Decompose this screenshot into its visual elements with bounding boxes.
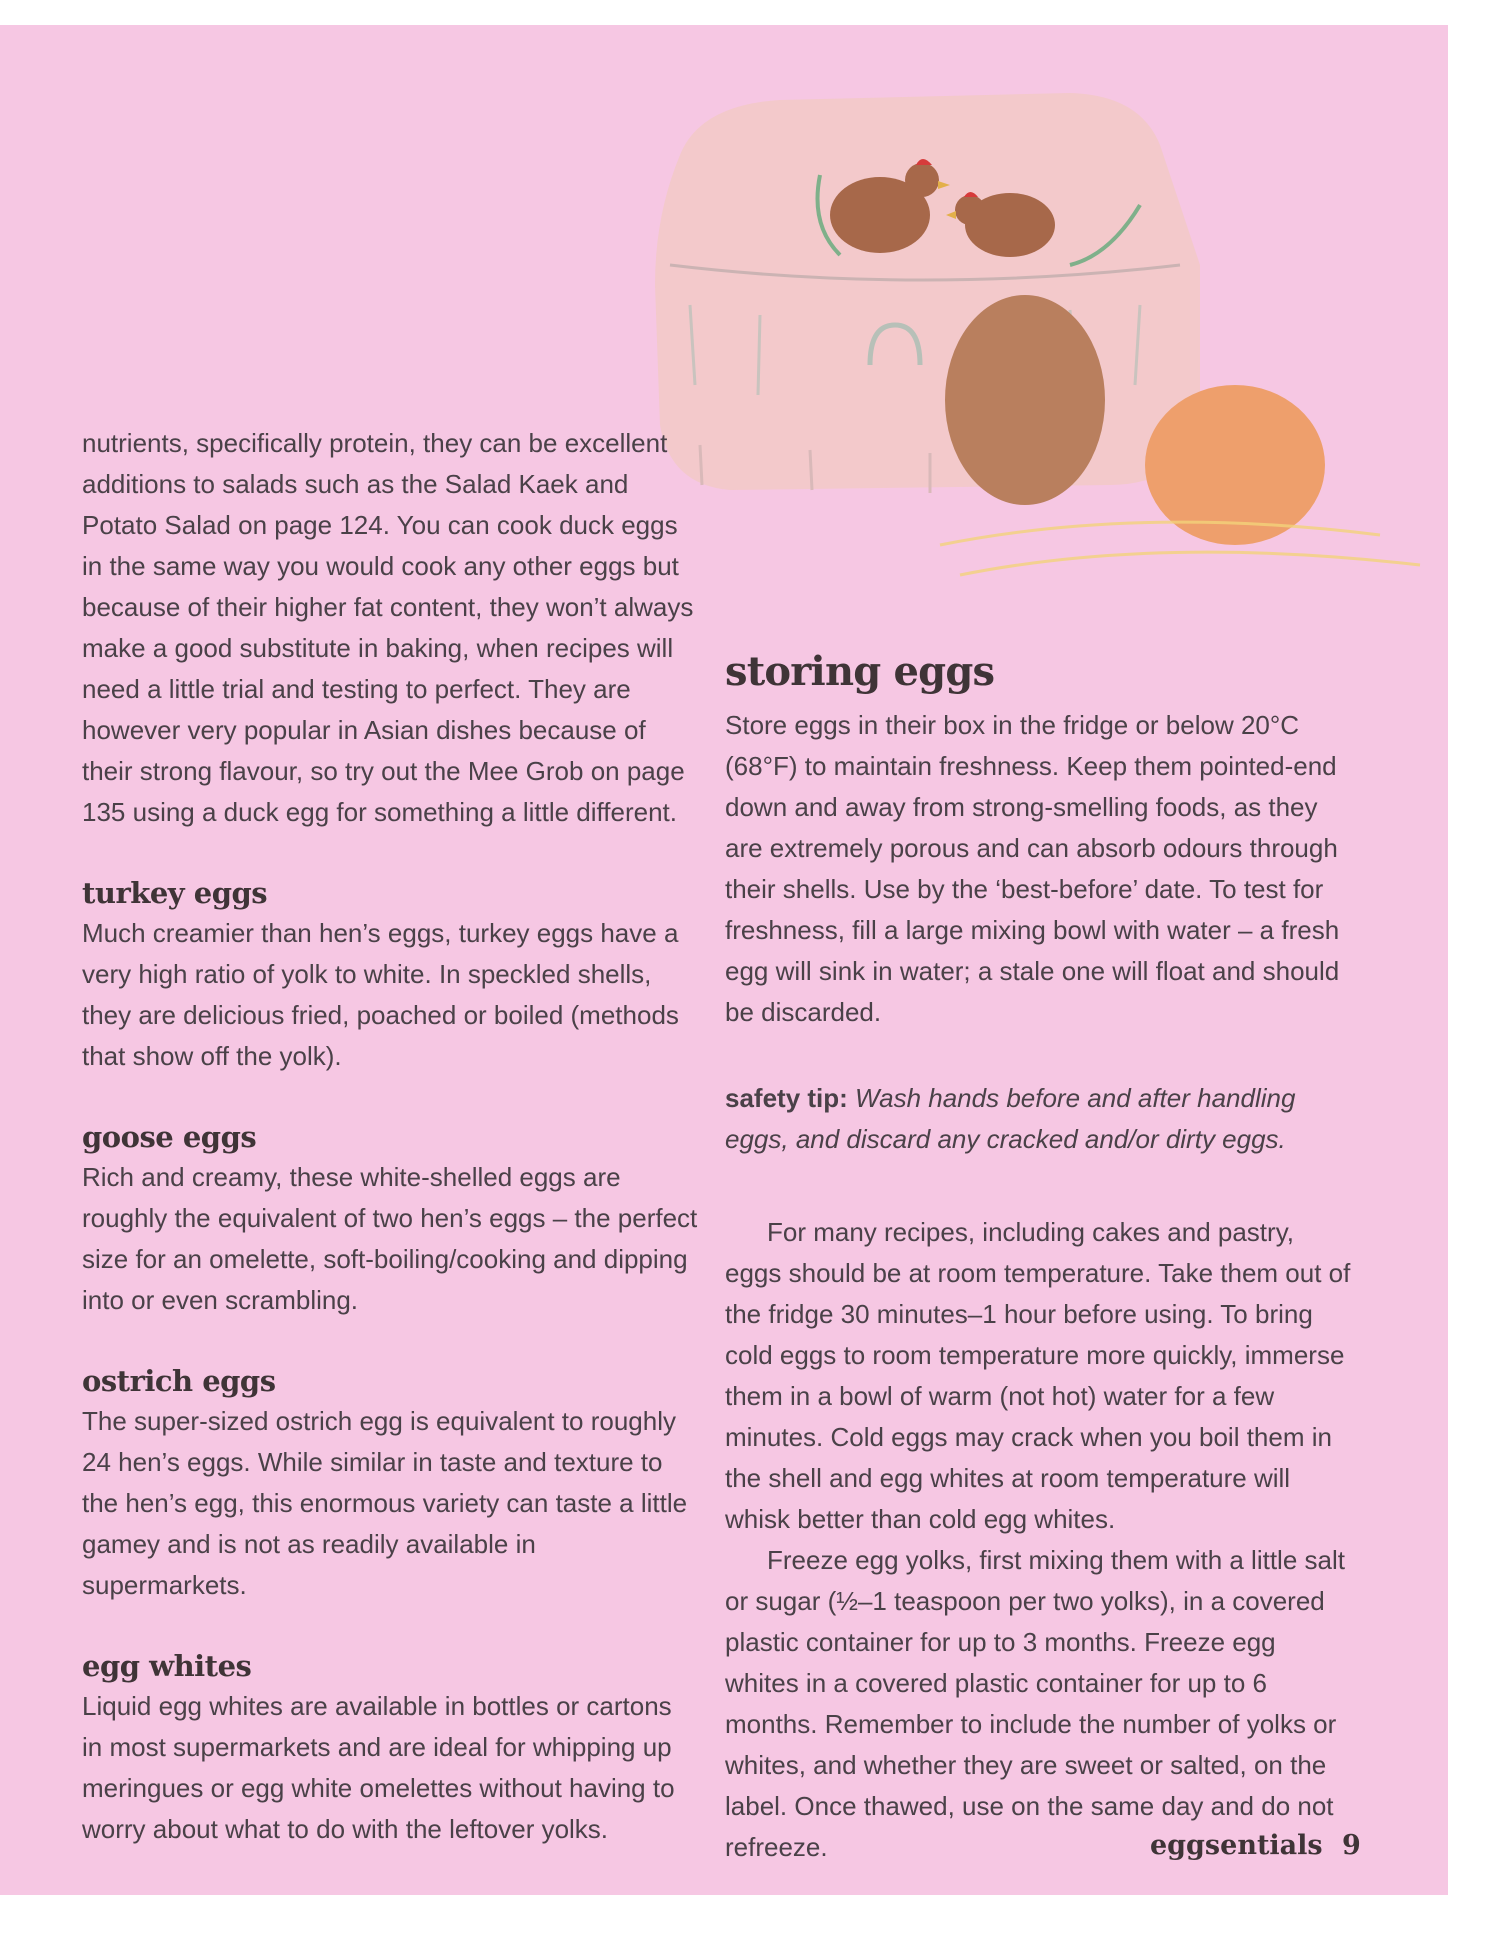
safety-tip [725, 1078, 1355, 1160]
footer-section-name: eggsentials [1150, 1830, 1323, 1861]
safety-tip-text: Wash hands before and after handling eggs, and discard any cracked and/or dirty eggs. [725, 1083, 1296, 1154]
safety-tip-label: safety tip: [725, 1083, 848, 1113]
goose-eggs-heading: goose eggs [82, 1120, 257, 1154]
left-column [82, 423, 698, 1850]
egg-whites-heading: egg whites [82, 1649, 252, 1683]
turkey-eggs-text: Much creamier than hen’s eggs, turkey eggs have a very high ratio of yolk to white. In speckled shells, they are delicious fried, poached or boiled (methods that show off the yolk). [82, 918, 679, 1071]
storing-eggs-text: Store eggs in their box in the fridge or below 20°C (68°F) to maintain freshness. Keep them pointed-end down and away from strong-smelling foods, as they are extremely porous and can absorb odours through their shells. Use by the ‘best-before’ date. To test for freshness, fill a large mixing bowl with water – a fresh egg will sink in water; a stale one will float and should be discarded. [725, 710, 1340, 1027]
freezing-paragraph: Freeze egg yolks, first mixing them with a little salt or sugar (½–1 teaspoon per two yolks), in a covered plastic container for up to 3 months. Freeze egg whites in a covered plastic container for up to 6 months. Remember to include the number of yolks or whites, and whether they are sweet or salted, on the label. Once thawed, use on the same day and do not refreeze. [725, 1545, 1345, 1862]
right-column [725, 645, 1355, 1868]
turkey-eggs-heading: turkey eggs [82, 876, 268, 910]
storing-eggs-heading: storing eggs [725, 648, 995, 695]
page-footer [1150, 1830, 1371, 1861]
egg-whites-text: Liquid egg whites are available in bottles or cartons in most supermarkets and are ideal for whipping up meringues or egg white omelettes without having to worry about what to do with the leftover yolks. [82, 1691, 675, 1844]
ostrich-eggs-heading: ostrich eggs [82, 1364, 276, 1398]
ostrich-eggs-text: The super-sized ostrich egg is equivalent to roughly 24 hen’s eggs. While similar in taste and texture to the hen’s egg, this enormous variety can taste a little gamey and is not as readily available in supermarkets. [82, 1406, 688, 1600]
goose-eggs-text: Rich and creamy, these white-shelled eggs are roughly the equivalent of two hen’s eggs – the perfect size for an omelette, soft-boiling/cooking and dipping into or even scrambling. [82, 1162, 698, 1315]
room-temperature-paragraph: For many recipes, including cakes and pastry, eggs should be at room temperature. Take them out of the fridge 30 minutes–1 hour before using. To bring cold eggs to room temperature more quickly, immerse them in a bowl of warm (not hot) water for a few minutes. Cold eggs may crack when you boil them in the shell and egg whites at room temperature will whisk better than cold egg whites. [725, 1217, 1351, 1534]
book-page [0, 25, 1448, 1895]
egg-carton [655, 93, 1200, 493]
egg-carton-illustration [640, 65, 1448, 655]
page-number: 9 [1342, 1830, 1361, 1861]
duck-eggs-paragraph: nutrients, specifically protein, they can be excellent additions to salads such as the Salad Kaek and Potato Salad on page 124. You can cook duck eggs in the same way you would cook any other eggs but because of their higher fat content, they won’t always make a good substitute in baking, when recipes will need a little trial and testing to perfect. They are however very popular in Asian dishes because of their strong flavour, so try out the Mee Grob on page 135 using a duck egg for something a little different. [82, 428, 694, 827]
